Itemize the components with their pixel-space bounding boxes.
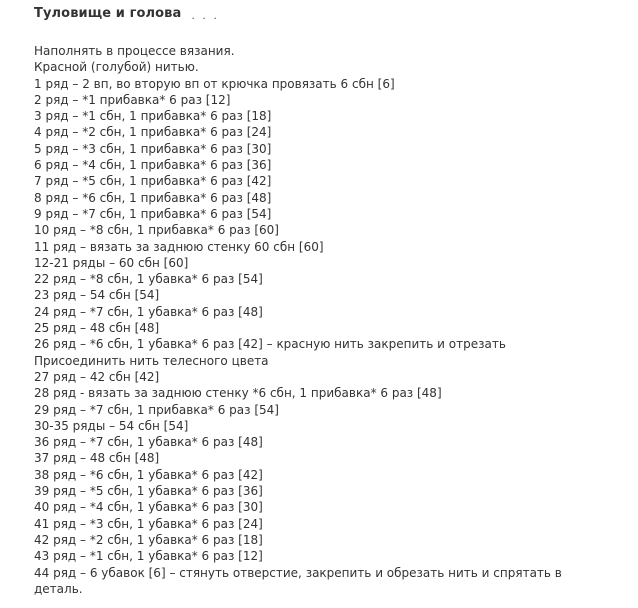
row-instruction: 36 ряд – *7 сбн, 1 убавка* 6 раз [48] [34,435,263,450]
row-instruction: 25 ряд – 48 сбн [48] [34,321,160,336]
text-line: деталь. [34,581,83,596]
row-instruction: 28 ряд - вязать за заднюю стенку *6 сбн, 1 прибавка* 6 раз [48] [34,386,442,401]
row-instruction: 44 ряд – 6 убавок [6] – стянуть отверстие, закрепить и обрезать нить и спрятать в [34,565,562,580]
text-line: Наполнять в процессе вязания. [34,44,235,58]
document [34,6,634,597]
row-instruction: 11 ряд – вязать за заднюю стенку 60 сбн [60] [34,239,324,254]
row-instruction: 38 ряд – *6 сбн, 1 убавка* 6 раз [42] [34,467,263,482]
title-ellipsis: . . . [191,9,219,22]
row-instruction: 39 ряд – *5 сбн, 1 убавка* 6 раз [36] [34,484,263,499]
row-instruction: 12-21 ряды – 60 сбн [60] [34,255,189,270]
text-line: Присоединить нить телесного цвета [34,353,269,368]
row-instruction: 43 ряд – *1 сбн, 1 убавка* 6 раз [12] [34,549,263,564]
row-instruction: 4 ряд – *2 сбн, 1 прибавка* 6 раз [24] [34,125,272,140]
row-instruction: 37 ряд – 48 сбн [48] [34,451,160,466]
page-title: Туловище и голова [34,6,182,21]
row-instruction: 22 ряд – *8 сбн, 1 убавка* 6 раз [54] [34,272,263,287]
row-instruction: 7 ряд – *5 сбн, 1 прибавка* 6 раз [42] [34,174,272,189]
row-instruction: 42 ряд – *2 сбн, 1 убавка* 6 раз [18] [34,532,263,547]
row-instruction: 8 ряд – *6 сбн, 1 прибавка* 6 раз [48] [34,190,272,205]
row-instruction: 40 ряд – *4 сбн, 1 убавка* 6 раз [30] [34,500,263,515]
row-instruction: 5 ряд – *3 сбн, 1 прибавка* 6 раз [30] [34,141,272,156]
text-line: Красной (голубой) нитью. [34,60,199,75]
row-instruction: 30-35 ряды – 54 сбн [54] [34,418,189,433]
row-instruction: 3 ряд – *1 сбн, 1 прибавка* 6 раз [18] [34,109,272,124]
row-instruction: 24 ряд – *7 сбн, 1 убавка* 6 раз [48] [34,304,263,319]
row-instruction: 26 ряд – *6 сбн, 1 убавка* 6 раз [42] – красную нить закрепить и отрезать [34,337,506,352]
row-instruction: 27 ряд – 42 сбн [42] [34,369,160,384]
row-instruction: 23 ряд – 54 сбн [54] [34,288,160,303]
pattern-instructions [34,43,634,597]
row-instruction: 29 ряд – *7 сбн, 1 прибавка* 6 раз [54] [34,402,279,417]
row-instruction: 6 ряд – *4 сбн, 1 прибавка* 6 раз [36] [34,158,272,173]
row-instruction: 1 ряд – 2 вп, во вторую вп от крючка провязать 6 сбн [6] [34,76,395,91]
row-instruction: 10 ряд – *8 сбн, 1 прибавка* 6 раз [60] [34,223,279,238]
spacer [34,28,634,43]
row-instruction: 9 ряд – *7 сбн, 1 прибавка* 6 раз [54] [34,206,272,221]
row-instruction: 2 ряд – *1 прибавка* 6 раз [12] [34,92,231,107]
title-row [34,6,634,28]
row-instruction: 41 ряд – *3 сбн, 1 убавка* 6 раз [24] [34,516,263,531]
